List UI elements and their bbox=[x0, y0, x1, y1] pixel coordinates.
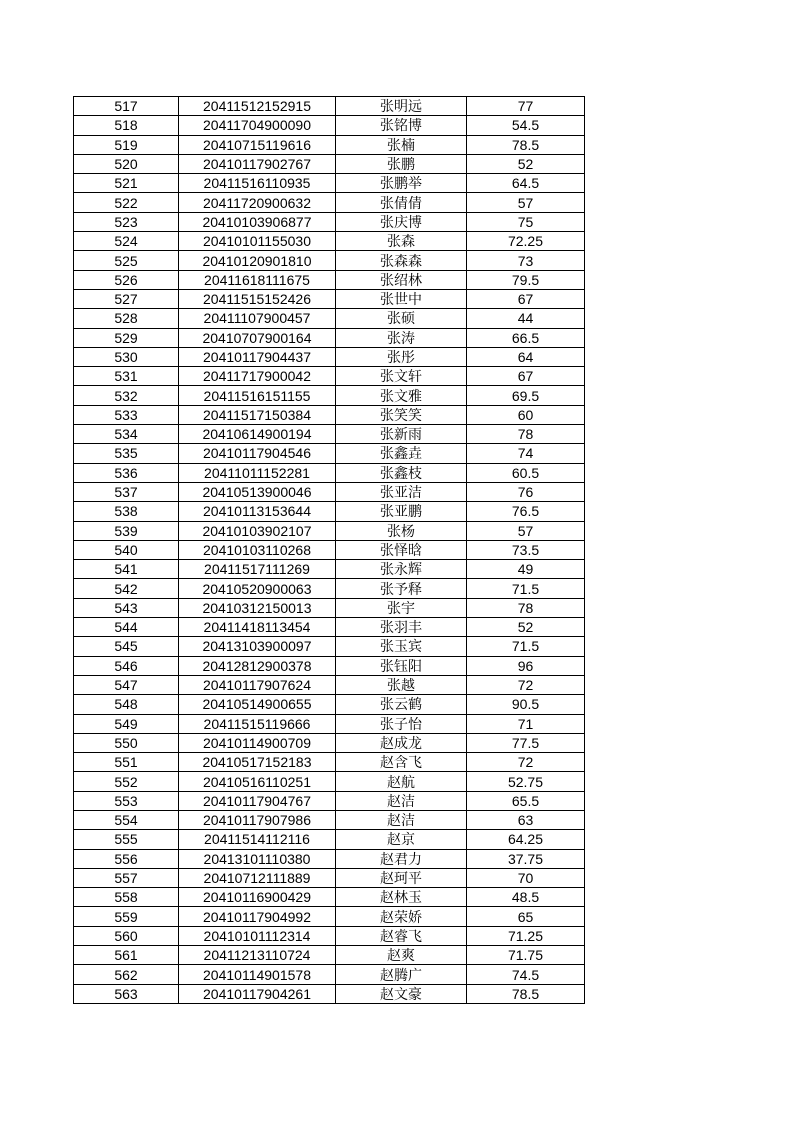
row-id-cell: 20410513900046 bbox=[179, 482, 336, 501]
table-row bbox=[74, 251, 585, 270]
table-row bbox=[74, 560, 585, 579]
table-body bbox=[74, 97, 585, 1004]
row-id-cell: 20411618111675 bbox=[179, 270, 336, 289]
table-row bbox=[74, 926, 585, 945]
table-row bbox=[74, 695, 585, 714]
row-seq-cell: 540 bbox=[74, 540, 179, 559]
row-id-cell: 20410117904546 bbox=[179, 444, 336, 463]
row-seq-cell: 552 bbox=[74, 772, 179, 791]
table-row bbox=[74, 309, 585, 328]
row-score-cell: 64 bbox=[467, 347, 585, 366]
table-row bbox=[74, 232, 585, 251]
row-id-cell: 20410514900655 bbox=[179, 695, 336, 714]
row-id-cell: 20411213110724 bbox=[179, 946, 336, 965]
row-name-cell: 张羽丰 bbox=[336, 618, 467, 637]
row-name-cell: 张杨 bbox=[336, 521, 467, 540]
row-id-cell: 20413103900097 bbox=[179, 637, 336, 656]
row-seq-cell: 560 bbox=[74, 926, 179, 945]
row-score-cell: 60.5 bbox=[467, 463, 585, 482]
row-name-cell: 张宇 bbox=[336, 598, 467, 617]
row-id-cell: 20410715119616 bbox=[179, 135, 336, 154]
row-score-cell: 48.5 bbox=[467, 888, 585, 907]
row-name-cell: 张楠 bbox=[336, 135, 467, 154]
row-score-cell: 60 bbox=[467, 405, 585, 424]
row-score-cell: 44 bbox=[467, 309, 585, 328]
table-row bbox=[74, 405, 585, 424]
row-score-cell: 74.5 bbox=[467, 965, 585, 984]
row-id-cell: 20410516110251 bbox=[179, 772, 336, 791]
row-id-cell: 20412812900378 bbox=[179, 656, 336, 675]
row-id-cell: 20411516110935 bbox=[179, 174, 336, 193]
table-row bbox=[74, 444, 585, 463]
table-row bbox=[74, 463, 585, 482]
row-seq-cell: 563 bbox=[74, 984, 179, 1003]
row-seq-cell: 522 bbox=[74, 193, 179, 212]
row-score-cell: 78 bbox=[467, 425, 585, 444]
row-id-cell: 20410117907986 bbox=[179, 810, 336, 829]
row-id-cell: 20411720900632 bbox=[179, 193, 336, 212]
row-name-cell: 张玉宾 bbox=[336, 637, 467, 656]
row-name-cell: 张鹏 bbox=[336, 154, 467, 173]
table-row bbox=[74, 367, 585, 386]
row-id-cell: 20411011152281 bbox=[179, 463, 336, 482]
row-name-cell: 张世中 bbox=[336, 289, 467, 308]
row-name-cell: 赵文豪 bbox=[336, 984, 467, 1003]
row-seq-cell: 517 bbox=[74, 97, 179, 116]
row-id-cell: 20410114901578 bbox=[179, 965, 336, 984]
table-row bbox=[74, 328, 585, 347]
row-score-cell: 73.5 bbox=[467, 540, 585, 559]
table-row bbox=[74, 830, 585, 849]
row-score-cell: 71.75 bbox=[467, 946, 585, 965]
score-table bbox=[73, 96, 585, 1004]
table-row bbox=[74, 675, 585, 694]
row-seq-cell: 535 bbox=[74, 444, 179, 463]
table-row bbox=[74, 946, 585, 965]
row-id-cell: 20411717900042 bbox=[179, 367, 336, 386]
row-score-cell: 71.25 bbox=[467, 926, 585, 945]
row-id-cell: 20410117902767 bbox=[179, 154, 336, 173]
row-id-cell: 20410117904992 bbox=[179, 907, 336, 926]
row-name-cell: 张涛 bbox=[336, 328, 467, 347]
row-seq-cell: 551 bbox=[74, 753, 179, 772]
row-score-cell: 67 bbox=[467, 367, 585, 386]
row-seq-cell: 542 bbox=[74, 579, 179, 598]
row-score-cell: 77.5 bbox=[467, 733, 585, 752]
row-score-cell: 49 bbox=[467, 560, 585, 579]
row-score-cell: 57 bbox=[467, 521, 585, 540]
row-name-cell: 张亚鹏 bbox=[336, 502, 467, 521]
table-row bbox=[74, 772, 585, 791]
row-seq-cell: 532 bbox=[74, 386, 179, 405]
row-name-cell: 赵腾广 bbox=[336, 965, 467, 984]
row-seq-cell: 553 bbox=[74, 791, 179, 810]
row-name-cell: 张永辉 bbox=[336, 560, 467, 579]
row-name-cell: 张鑫垚 bbox=[336, 444, 467, 463]
row-id-cell: 20410520900063 bbox=[179, 579, 336, 598]
row-id-cell: 20410517152183 bbox=[179, 753, 336, 772]
row-seq-cell: 543 bbox=[74, 598, 179, 617]
row-id-cell: 20410712111889 bbox=[179, 868, 336, 887]
table-row bbox=[74, 502, 585, 521]
row-id-cell: 20410117904261 bbox=[179, 984, 336, 1003]
row-id-cell: 20410614900194 bbox=[179, 425, 336, 444]
row-seq-cell: 554 bbox=[74, 810, 179, 829]
row-score-cell: 57 bbox=[467, 193, 585, 212]
table-row bbox=[74, 174, 585, 193]
row-score-cell: 52 bbox=[467, 618, 585, 637]
row-name-cell: 赵睿飞 bbox=[336, 926, 467, 945]
row-id-cell: 20410114900709 bbox=[179, 733, 336, 752]
row-seq-cell: 519 bbox=[74, 135, 179, 154]
table-row bbox=[74, 598, 585, 617]
row-id-cell: 20410103902107 bbox=[179, 521, 336, 540]
row-seq-cell: 538 bbox=[74, 502, 179, 521]
row-name-cell: 张亚洁 bbox=[336, 482, 467, 501]
row-seq-cell: 539 bbox=[74, 521, 179, 540]
row-seq-cell: 550 bbox=[74, 733, 179, 752]
row-id-cell: 20411515119666 bbox=[179, 714, 336, 733]
table-row bbox=[74, 714, 585, 733]
table-row bbox=[74, 810, 585, 829]
table-row bbox=[74, 753, 585, 772]
row-score-cell: 78 bbox=[467, 598, 585, 617]
table-row bbox=[74, 347, 585, 366]
row-score-cell: 90.5 bbox=[467, 695, 585, 714]
row-score-cell: 66.5 bbox=[467, 328, 585, 347]
row-id-cell: 20410101112314 bbox=[179, 926, 336, 945]
row-id-cell: 20411514112116 bbox=[179, 830, 336, 849]
table-row bbox=[74, 984, 585, 1003]
row-name-cell: 赵含飞 bbox=[336, 753, 467, 772]
row-score-cell: 65.5 bbox=[467, 791, 585, 810]
row-seq-cell: 520 bbox=[74, 154, 179, 173]
row-seq-cell: 524 bbox=[74, 232, 179, 251]
row-seq-cell: 529 bbox=[74, 328, 179, 347]
row-id-cell: 20411107900457 bbox=[179, 309, 336, 328]
row-id-cell: 20413101110380 bbox=[179, 849, 336, 868]
row-name-cell: 张云鹤 bbox=[336, 695, 467, 714]
table-row bbox=[74, 733, 585, 752]
row-score-cell: 54.5 bbox=[467, 116, 585, 135]
table-row bbox=[74, 212, 585, 231]
row-score-cell: 76.5 bbox=[467, 502, 585, 521]
table-row bbox=[74, 116, 585, 135]
row-name-cell: 张绍林 bbox=[336, 270, 467, 289]
row-id-cell: 20410117904437 bbox=[179, 347, 336, 366]
table-row bbox=[74, 521, 585, 540]
row-seq-cell: 545 bbox=[74, 637, 179, 656]
row-name-cell: 赵航 bbox=[336, 772, 467, 791]
row-id-cell: 20410101155030 bbox=[179, 232, 336, 251]
row-name-cell: 张彤 bbox=[336, 347, 467, 366]
table-row bbox=[74, 270, 585, 289]
row-name-cell: 张子怡 bbox=[336, 714, 467, 733]
row-id-cell: 20411418113454 bbox=[179, 618, 336, 637]
table-row bbox=[74, 386, 585, 405]
row-seq-cell: 525 bbox=[74, 251, 179, 270]
row-name-cell: 张文雅 bbox=[336, 386, 467, 405]
row-score-cell: 52 bbox=[467, 154, 585, 173]
row-id-cell: 20410117904767 bbox=[179, 791, 336, 810]
row-seq-cell: 561 bbox=[74, 946, 179, 965]
row-seq-cell: 546 bbox=[74, 656, 179, 675]
row-score-cell: 63 bbox=[467, 810, 585, 829]
table-row bbox=[74, 637, 585, 656]
row-name-cell: 张新雨 bbox=[336, 425, 467, 444]
row-seq-cell: 559 bbox=[74, 907, 179, 926]
row-seq-cell: 547 bbox=[74, 675, 179, 694]
row-score-cell: 78.5 bbox=[467, 984, 585, 1003]
table-row bbox=[74, 849, 585, 868]
table-row bbox=[74, 618, 585, 637]
row-score-cell: 65 bbox=[467, 907, 585, 926]
row-id-cell: 20410103906877 bbox=[179, 212, 336, 231]
table-row bbox=[74, 289, 585, 308]
row-name-cell: 赵君力 bbox=[336, 849, 467, 868]
row-id-cell: 20410113153644 bbox=[179, 502, 336, 521]
row-score-cell: 37.75 bbox=[467, 849, 585, 868]
row-name-cell: 张鑫枝 bbox=[336, 463, 467, 482]
row-seq-cell: 521 bbox=[74, 174, 179, 193]
row-score-cell: 78.5 bbox=[467, 135, 585, 154]
row-name-cell: 赵京 bbox=[336, 830, 467, 849]
row-score-cell: 96 bbox=[467, 656, 585, 675]
row-name-cell: 赵洁 bbox=[336, 791, 467, 810]
row-seq-cell: 528 bbox=[74, 309, 179, 328]
row-score-cell: 64.25 bbox=[467, 830, 585, 849]
row-seq-cell: 533 bbox=[74, 405, 179, 424]
row-name-cell: 赵荣娇 bbox=[336, 907, 467, 926]
row-id-cell: 20410103110268 bbox=[179, 540, 336, 559]
row-score-cell: 71 bbox=[467, 714, 585, 733]
row-name-cell: 张文轩 bbox=[336, 367, 467, 386]
row-id-cell: 20411515152426 bbox=[179, 289, 336, 308]
row-seq-cell: 518 bbox=[74, 116, 179, 135]
table-row bbox=[74, 97, 585, 116]
row-name-cell: 赵成龙 bbox=[336, 733, 467, 752]
row-name-cell: 张硕 bbox=[336, 309, 467, 328]
row-seq-cell: 562 bbox=[74, 965, 179, 984]
row-name-cell: 张越 bbox=[336, 675, 467, 694]
table-row bbox=[74, 135, 585, 154]
row-name-cell: 赵洁 bbox=[336, 810, 467, 829]
row-id-cell: 20410120901810 bbox=[179, 251, 336, 270]
row-score-cell: 52.75 bbox=[467, 772, 585, 791]
table-row bbox=[74, 540, 585, 559]
row-id-cell: 20410117907624 bbox=[179, 675, 336, 694]
row-seq-cell: 549 bbox=[74, 714, 179, 733]
row-score-cell: 71.5 bbox=[467, 637, 585, 656]
table-row bbox=[74, 907, 585, 926]
row-name-cell: 赵爽 bbox=[336, 946, 467, 965]
row-id-cell: 20411704900090 bbox=[179, 116, 336, 135]
row-score-cell: 73 bbox=[467, 251, 585, 270]
row-score-cell: 79.5 bbox=[467, 270, 585, 289]
row-score-cell: 72 bbox=[467, 753, 585, 772]
row-score-cell: 69.5 bbox=[467, 386, 585, 405]
row-id-cell: 20410116900429 bbox=[179, 888, 336, 907]
row-seq-cell: 531 bbox=[74, 367, 179, 386]
row-id-cell: 20411512152915 bbox=[179, 97, 336, 116]
table-row bbox=[74, 868, 585, 887]
row-score-cell: 72 bbox=[467, 675, 585, 694]
row-id-cell: 20410707900164 bbox=[179, 328, 336, 347]
row-score-cell: 74 bbox=[467, 444, 585, 463]
row-id-cell: 20411517150384 bbox=[179, 405, 336, 424]
row-seq-cell: 548 bbox=[74, 695, 179, 714]
row-seq-cell: 556 bbox=[74, 849, 179, 868]
row-name-cell: 张明远 bbox=[336, 97, 467, 116]
row-name-cell: 张森森 bbox=[336, 251, 467, 270]
row-score-cell: 64.5 bbox=[467, 174, 585, 193]
table-row bbox=[74, 193, 585, 212]
row-seq-cell: 557 bbox=[74, 868, 179, 887]
table-row bbox=[74, 965, 585, 984]
row-seq-cell: 526 bbox=[74, 270, 179, 289]
row-seq-cell: 534 bbox=[74, 425, 179, 444]
table-row bbox=[74, 888, 585, 907]
row-seq-cell: 527 bbox=[74, 289, 179, 308]
row-score-cell: 72.25 bbox=[467, 232, 585, 251]
row-score-cell: 71.5 bbox=[467, 579, 585, 598]
row-seq-cell: 536 bbox=[74, 463, 179, 482]
row-score-cell: 67 bbox=[467, 289, 585, 308]
table-row bbox=[74, 656, 585, 675]
table-row bbox=[74, 425, 585, 444]
row-score-cell: 75 bbox=[467, 212, 585, 231]
row-name-cell: 张钰阳 bbox=[336, 656, 467, 675]
row-name-cell: 张怿晗 bbox=[336, 540, 467, 559]
row-name-cell: 张鹏举 bbox=[336, 174, 467, 193]
row-seq-cell: 523 bbox=[74, 212, 179, 231]
table-row bbox=[74, 579, 585, 598]
row-id-cell: 20410312150013 bbox=[179, 598, 336, 617]
row-name-cell: 张森 bbox=[336, 232, 467, 251]
row-id-cell: 20411516151155 bbox=[179, 386, 336, 405]
row-id-cell: 20411517111269 bbox=[179, 560, 336, 579]
row-name-cell: 张倩倩 bbox=[336, 193, 467, 212]
row-seq-cell: 555 bbox=[74, 830, 179, 849]
table-row bbox=[74, 791, 585, 810]
row-seq-cell: 530 bbox=[74, 347, 179, 366]
row-seq-cell: 537 bbox=[74, 482, 179, 501]
row-name-cell: 赵珂平 bbox=[336, 868, 467, 887]
row-name-cell: 赵林玉 bbox=[336, 888, 467, 907]
row-score-cell: 77 bbox=[467, 97, 585, 116]
row-name-cell: 张铭博 bbox=[336, 116, 467, 135]
row-score-cell: 70 bbox=[467, 868, 585, 887]
row-name-cell: 张庆博 bbox=[336, 212, 467, 231]
row-seq-cell: 558 bbox=[74, 888, 179, 907]
row-name-cell: 张予释 bbox=[336, 579, 467, 598]
table-row bbox=[74, 482, 585, 501]
row-seq-cell: 541 bbox=[74, 560, 179, 579]
table-row bbox=[74, 154, 585, 173]
row-score-cell: 76 bbox=[467, 482, 585, 501]
row-name-cell: 张笑笑 bbox=[336, 405, 467, 424]
row-seq-cell: 544 bbox=[74, 618, 179, 637]
